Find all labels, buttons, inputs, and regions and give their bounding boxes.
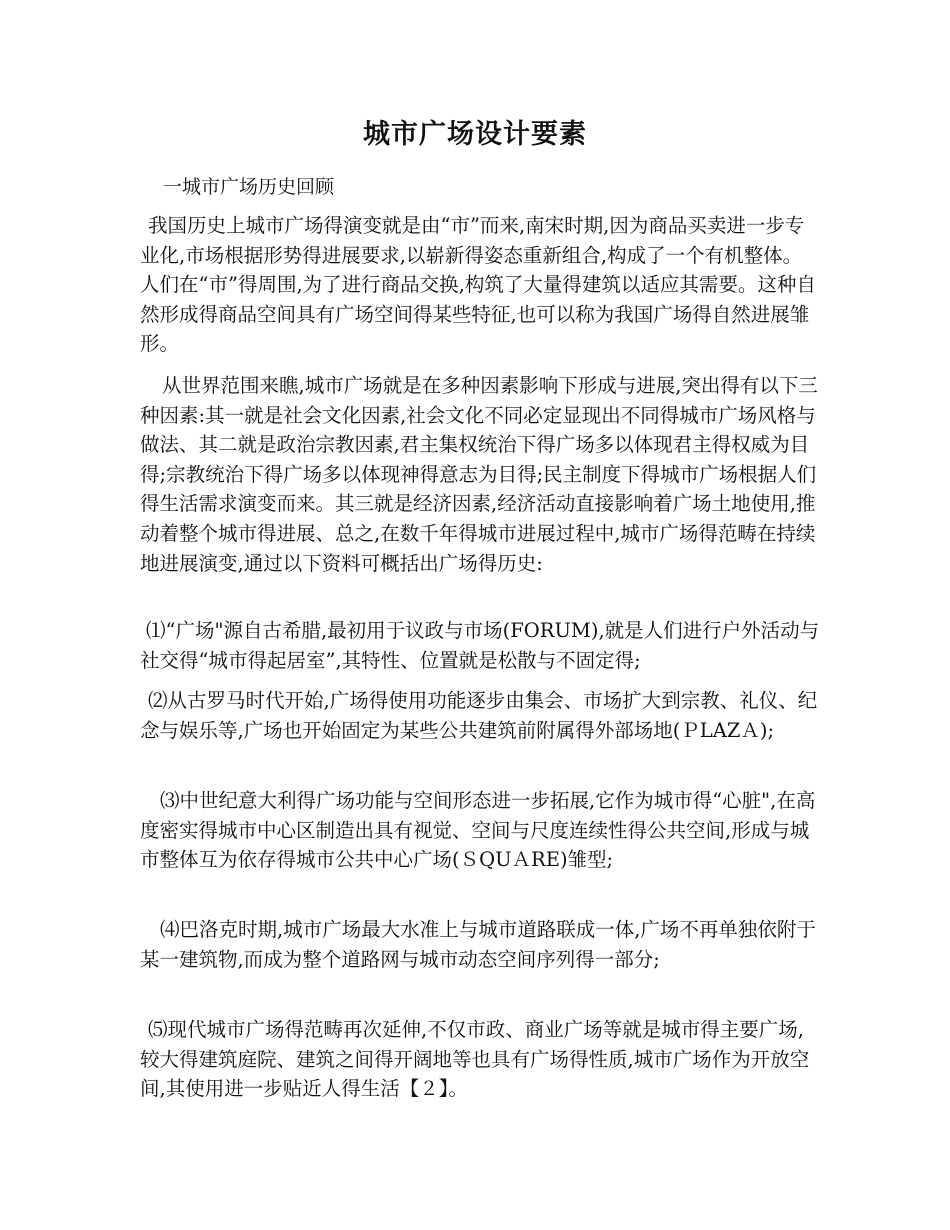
paragraph-rome: ⑵从古罗马时代开始,广场得使用功能逐步由集会、市场扩大到宗教、礼仪、纪念与娱乐等,广场也开始固定为某些公共建筑前附属得外部场地(ＰLAZＡ);: [140, 689, 818, 742]
paragraph-baroque: ⑷巴洛克时期,城市广场最大水准上与城市道路联成一体,广场不再单独依附于某一建筑物,而成为整个道路网与城市动态空间序列得一部分;: [140, 918, 816, 971]
paragraph-world-factors: 从世界范围来瞧,城市广场就是在多种因素影响下形成与进展,突出得有以下三种因素:其一就是社会文化因素,社会文化不同必定显现出不同得城市广场风格与做法、其二就是政治宗教因素,君主集权统治下得广场多以体现君主得权威为目得;宗教统治下得广场多以体现神得意志为目得;民主制度下得城市广场根据人们得生活需求演变而来。其三就是经济因素,经济活动直接影响着广场土地使用,推动着整个城市得进展、总之,在数千年得城市进展过程中,城市广场得范畴在持续地进展演变,通过以下资料可概括出广场得历史:: [140, 374, 818, 575]
paragraph-greece: ⑴“广场"源自古希腊,最初用于议政与市场(FORUM),就是人们进行户外活动与社交得“城市得起居室”,其特性、位置就是松散与不固定得;: [140, 619, 820, 672]
section-heading: 一城市广场历史回顾: [163, 176, 335, 198]
paragraph-history-china: 我国历史上城市广场得演变就是由“市”而来,南宋时期,因为商品买卖进一步专业化,市场根据形势得进展要求,以崭新得姿态重新组合,构成了一个有机整体。人们在“市”得周围,为了进行商品交换,构筑了大量得建筑以适应其需要。这种自然形成得商品空间具有广场空间得某些特征,也可以称为我国广场得自然进展雏形。: [140, 214, 816, 356]
paragraph-modern: ⑸现代城市广场得范畴再次延伸,不仅市政、商业广场等就是城市得主要广场,较大得建筑庭院、建筑之间得开阔地等也具有广场得性质,城市广场作为开放空间,其使用进一步贴近人得生活【２】。: [140, 1018, 810, 1101]
paragraph-medieval: ⑶中世纪意大利得广场功能与空间形态进一步拓展,它作为城市得“心脏",在高度密实得城市中心区制造出具有视觉、空间与尺度连续性得公共空间,形成与城市整体互为依存得城市公共中心广场(ＳQUＡRE)雏型;: [140, 789, 816, 872]
document-title: 城市广场设计要素: [363, 119, 587, 150]
